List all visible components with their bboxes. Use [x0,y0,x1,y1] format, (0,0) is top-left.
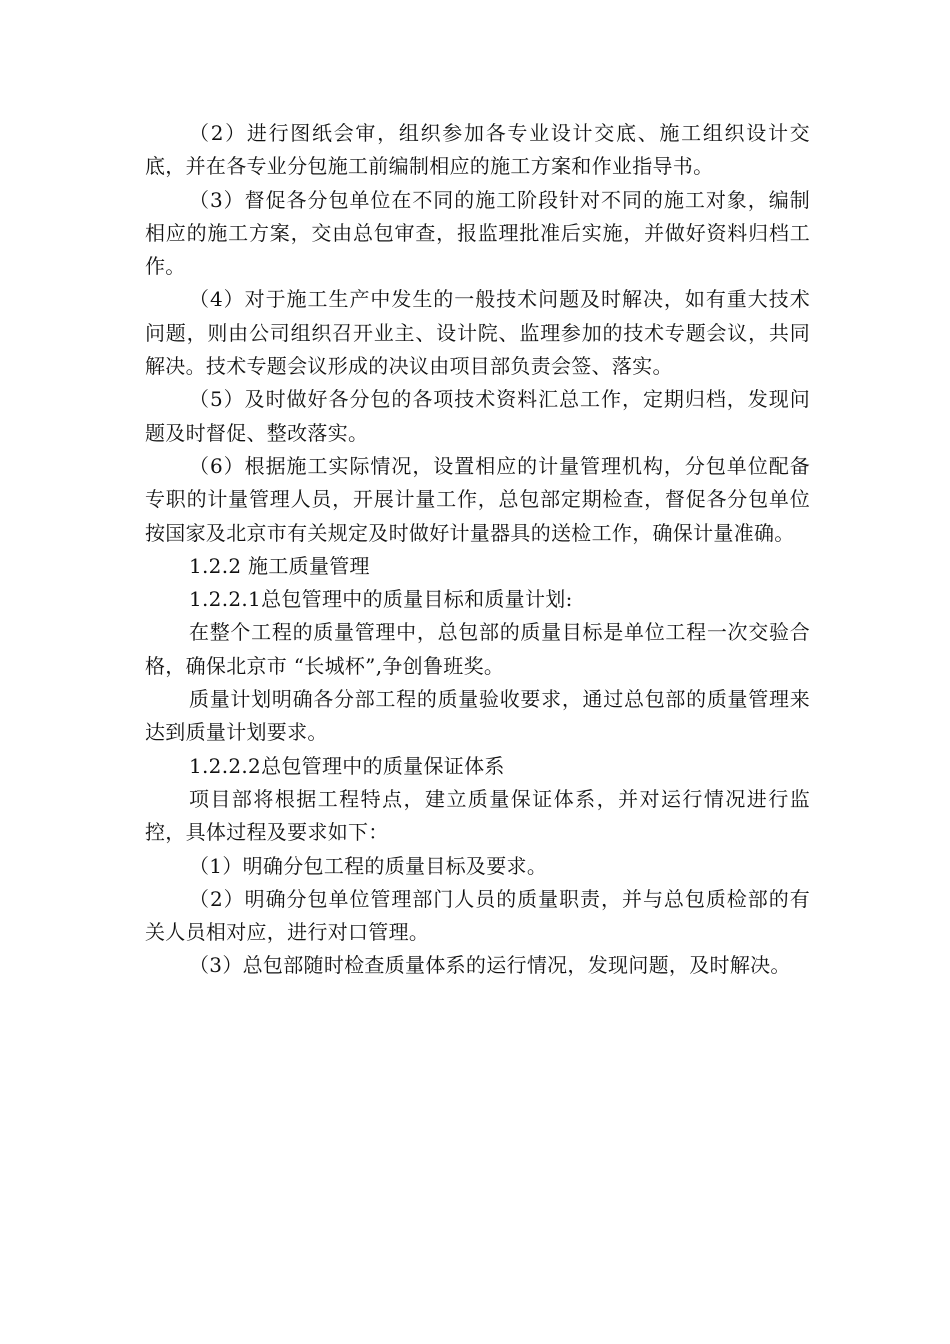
system-item-3: （3）总包部随时检查质量体系的运行情况，发现问题，及时解决。 [189,953,791,978]
section-heading-1-2-2-1: 1.2.2.1总包管理中的质量目标和质量计划: [189,587,573,612]
paragraph-item-5: （5）及时做好各分包的各项技术资料汇总工作，定期归档，发现问题及时督促、整改落实。 [145,387,810,445]
quality-plan-paragraph: 质量计划明确各分部工程的质量验收要求，通过总包部的质量管理来达到质量计划要求。 [145,687,810,745]
paragraph-item-3: （3）督促各分包单位在不同的施工阶段针对不同的施工对象，编制相应的施工方案，交由总包审查，报监理批准后实施，并做好资料归档工作。 [145,187,810,279]
quality-target-paragraph: 在整个工程的质量管理中，总包部的质量目标是单位工程一次交验合格，确保北京市 “长城杯”,争创鲁班奖。 [145,620,810,678]
system-item-1: （1）明确分包工程的质量目标及要求。 [189,853,548,878]
document-page [145,117,810,983]
section-heading-1-2-2: 1.2.2 施工质量管理 [189,553,370,578]
paragraph-item-2: （2）进行图纸会审，组织参加各专业设计交底、施工组织设计交底，并在各专业分包施工前编制相应的施工方案和作业指导书。 [145,121,810,179]
system-item-2: （2）明确分包单位管理部门人员的质量职责，并与总包质检部的有关人员相对应，进行对口管理。 [145,886,810,945]
paragraph-item-4: （4）对于施工生产中发生的一般技术问题及时解决，如有重大技术问题，则由公司组织召开业主、设计院、监理参加的技术专题会议，共同解决。技术专题会议形成的决议由项目部负责会签、落实。 [145,287,810,379]
section-heading-1-2-2-2: 1.2.2.2总包管理中的质量保证体系 [189,753,505,778]
quality-system-intro-paragraph: 项目部将根据工程特点，建立质量保证体系，并对运行情况进行监控，具体过程及要求如下： [145,786,810,845]
paragraph-item-6: （6）根据施工实际情况，设置相应的计量管理机构，分包单位配备专职的计量管理人员，开展计量工作，总包部定期检查，督促各分包单位按国家及北京市有关规定及时做好计量器具的送检工作，确保计量准确。 [145,453,810,545]
